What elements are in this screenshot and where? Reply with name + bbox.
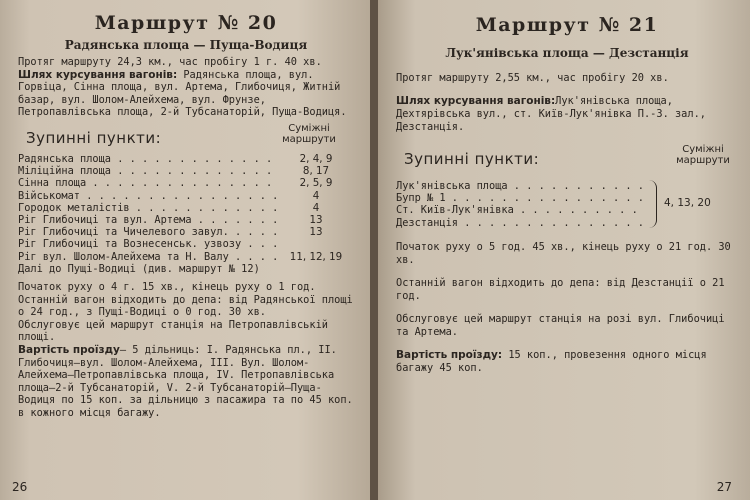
route-21-start: Початок руху о 5 год. 45 хв., кінець руху о 21 год. 30 хв. [396,240,731,266]
route-20-last-car: Останній вагон відходить до депа: від Радянської площі о 24 год., з Пущі-Водиці о 0 год. 30 хв. [18,293,353,319]
stop-name: Городок металістів . . . [18,202,278,214]
page-number: 27 [716,480,732,494]
stops-bracket [648,180,657,228]
route-path-text: Радянська площа, вул. Горвіца, Сінна площа, вул. Артема, Глибочиця, Житній базар, вул. Шолом-Алейхема, вул. Фрунзе, Петропавлівська площа, 2-й Тубсанаторій, Пуща-Водиця. [18,68,347,119]
stop-row [18,202,354,214]
stop-row [396,192,646,204]
route-path-label: Шлях курсування вагонів: [18,68,178,81]
stop-connections: 8, 17 [302,165,330,178]
stop-connections [278,263,354,275]
stop-name: Міліційна площа . . . [18,165,278,177]
stop-connections: 2, 4, 9 [299,152,333,165]
stop-name: Дезстанція . . . [396,217,646,229]
stop-row [396,204,646,216]
stops-list [396,180,738,229]
route-20-title: Маршрут № 20 [94,12,278,34]
stops-header [396,144,738,174]
stops-header [18,123,354,153]
stop-connections: 11, 12, 19 [289,250,343,263]
stop-row [18,238,354,250]
stop-name: Ст. Київ-Лук'янівка . . . [396,204,646,216]
stop-name: Ріг Глибочиці та Вознесенськ. узвозу . . . [18,238,278,250]
stop-name: Сінна площа . . . [18,177,278,189]
fare-label: Вартість проїзду [18,343,120,356]
fare-text: 15 коп., провезення одного місця багажу 45 коп. [396,348,707,374]
route-21-served: Обслуговує цей маршрут станція на розі вул. Глибочиці та Артема. [396,312,725,338]
route-20-fare [18,344,354,420]
route-20-served: Обслуговує цей маршрут станція на Петропавлівській площі. [18,318,328,344]
stop-row [18,263,354,275]
stop-name: Ріг Глибочиці та вул. Артема . . . [18,214,278,226]
connections-heading: Суміжні маршрути [676,144,730,166]
stop-row [18,190,354,202]
stops-list [18,153,354,275]
stop-row [396,180,646,192]
stop-connections: 4, 13, 20 [664,197,711,209]
route-20-length: Протяг маршруту 24,3 км., час пробігу 1 г. 40 хв. [18,56,322,68]
stop-row [18,165,354,177]
stop-row [396,217,646,229]
stops-heading: Зупинні пункти: [26,128,162,147]
route-21-subtitle: Лук'янівська площа — Дезстанція [445,46,689,60]
fare-label: Вартість проїзду: [396,348,503,361]
stop-connections: 4 [312,201,320,214]
stop-row [18,226,354,238]
stop-connections: 13 [309,226,323,239]
route-21-last-car: Останній вагон відходить до депа: від Дезстанції о 21 год. [396,276,725,302]
stop-name: Лук'янівська площа . . . [396,180,646,192]
route-21-fare [396,349,738,375]
stop-connections: 4 [312,189,320,202]
stop-name: Ріг вул. Шолом-Алейхема та Н. Валу . . . [18,251,278,263]
route-20-start: Початок руху о 4 г. 15 хв., кінець руху о 1 год. [18,281,316,293]
stop-row [18,153,354,165]
stop-name: Ріг Глибочиці та Чичелевого завул. . . . [18,226,278,238]
stop-connections [278,238,354,250]
route-path-label: Шлях курсування вагонів: [396,95,556,107]
route-21-length: Протяг маршруту 2,55 км., час пробігу 20 хв. [396,72,669,84]
connections-heading: Суміжні маршрути [282,122,336,145]
route-path-text: Лук'янівська площа, Дехтярівська вул., ст. Київ-Лук'янівка П.-З. зал., Дезстанція. [396,95,706,133]
route-20-subtitle: Радянська площа — Пуща-Водиця [64,38,308,52]
stop-row [18,251,354,263]
stop-row [18,214,354,226]
stop-name: Бупр № 1 . . . [396,192,646,204]
stop-row [18,177,354,189]
stop-name: Далі до Пущі-Водиці (див. маршрут № 12) [18,262,260,275]
route-20-path [18,69,354,119]
stop-connections: 13 [309,213,323,226]
left-page [0,0,372,500]
stop-name: Радянська площа . . . [18,153,278,165]
fare-text: — 5 дільниць: І. Радянська пл., ІІ. Глибочиця—вул. Шолом-Алейхема, ІІІ. Вул. Шолом-Алейхема—Петропавлівська площа, IV. Петропавлівська площа—2-й Тубсанаторій, V. 2-й Тубсанаторій—Пуща-Водиця по 15 коп. за дільницю з пасажира та по 45 коп. в кожного місця багажу. [18,343,353,419]
route-21-path [396,95,738,134]
stop-connections: 2, 5, 9 [299,177,333,190]
route-21-title: Маршрут № 21 [475,14,659,36]
right-page [378,0,750,500]
stop-name: Військомат . . . [18,190,278,202]
stops-heading: Зупинні пункти: [404,150,540,168]
page-number: 26 [12,480,28,494]
